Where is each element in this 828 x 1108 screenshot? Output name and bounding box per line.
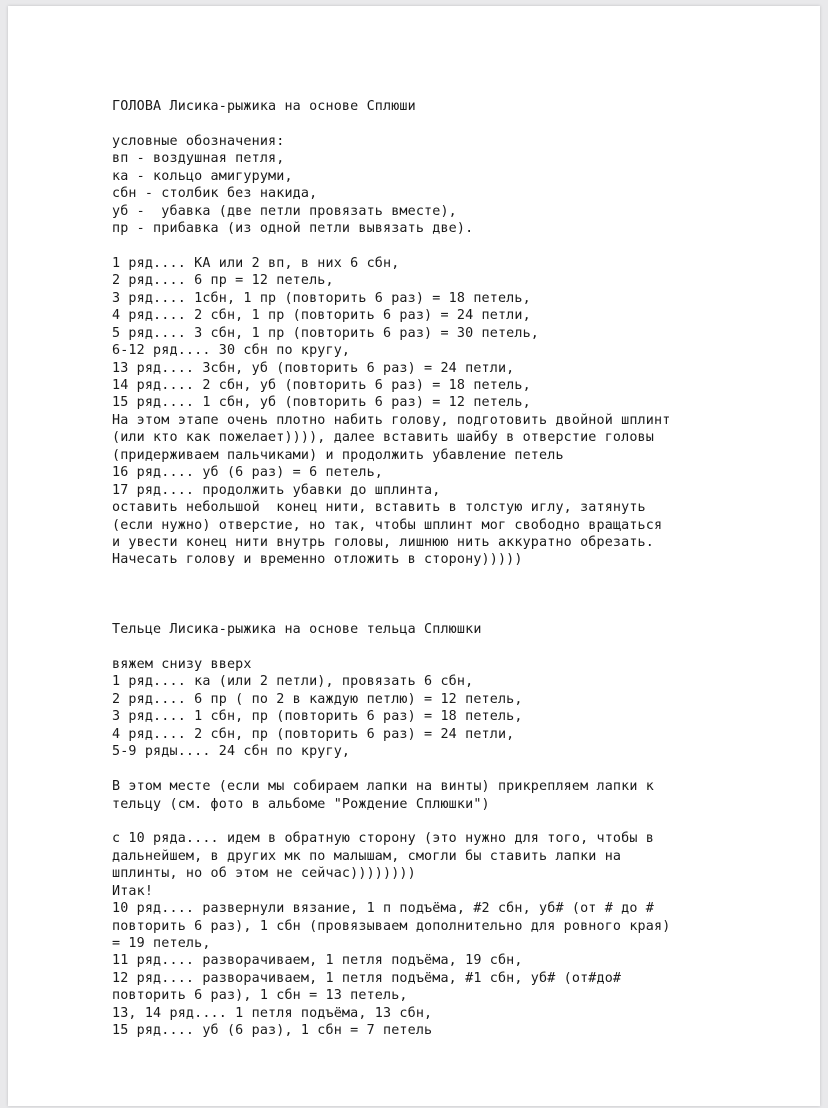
body-row: 2 ряд.... 6 пр ( по 2 в каждую петлю) = 12 петель, xyxy=(112,691,523,707)
head-row: 15 ряд.... 1 сбн, уб (повторить 6 раз) = 12 петель, xyxy=(112,395,531,411)
pattern-text xyxy=(112,98,812,1040)
document-page xyxy=(8,6,820,1106)
legend-item: пр - прибавка (из одной петли вывязать две). xyxy=(112,221,474,237)
body-row-after: 11 ряд.... разворачиваем, 1 петля подъёма, 19 сбн, xyxy=(112,953,523,969)
head-row: (если нужно) отверстие, но так, чтобы шплинт мог свободно вращаться xyxy=(112,517,663,533)
head-row: 5 ряд.... 3 сбн, 1 пр (повторить 6 раз) = 30 петель, xyxy=(112,325,540,341)
body-row-after: 15 ряд.... уб (6 раз), 1 сбн = 7 петель xyxy=(112,1023,433,1039)
paw-note-line: тельцу (см. фото в альбоме "Рождение Сплюшки") xyxy=(112,796,490,812)
head-row: и увести конец нити внутрь головы, лишнюю нить аккуратно обрезать. xyxy=(112,534,654,550)
spacer xyxy=(112,813,812,830)
head-row: 1 ряд.... КА или 2 вп, в них 6 сбн, xyxy=(112,255,400,271)
body-row: 1 ряд.... ка (или 2 петли), провязать 6 сбн, xyxy=(112,674,474,690)
spacer xyxy=(112,639,812,656)
legend-title: условные обозначения: xyxy=(112,133,285,149)
body-row-after: 12 ряд.... разворачиваем, 1 петля подъёма, #1 сбн, уб# (от#до# xyxy=(112,970,622,986)
legend-item: сбн - столбик без накида, xyxy=(112,186,318,202)
body-row-after: = 19 петель, xyxy=(112,936,211,952)
body-row-after: повторить 6 раз), 1 сбн (провязываем дополнительно для ровного края) xyxy=(112,918,671,934)
body-title: Тельце Лисика-рыжика на основе тельца Сплюшки xyxy=(112,622,482,638)
body-intro: вяжем снизу вверх xyxy=(112,657,252,673)
head-row: 14 ряд.... 2 сбн, уб (повторить 6 раз) = 18 петель, xyxy=(112,378,531,393)
spacer xyxy=(112,115,812,132)
legend-item: вп - воздушная петля, xyxy=(112,151,285,167)
head-row: 2 ряд.... 6 пр = 12 петель, xyxy=(112,273,334,289)
head-row: На этом этапе очень плотно набить голову, подготовить двойной шплинт xyxy=(112,412,671,428)
body-row-after: повторить 6 раз), 1 сбн = 13 петель, xyxy=(112,988,408,1004)
body-row-after: 13, 14 ряд.... 1 петля подъёма, 13 сбн, xyxy=(112,1005,433,1021)
reverse-note-line: Итак! xyxy=(112,883,154,899)
section-gap xyxy=(112,569,812,621)
reverse-note-line: дальнейшем, в других мк по малышам, смогли бы ставить лапки на xyxy=(112,848,622,864)
reverse-note-line: с 10 ряда.... идем в обратную сторону (это нужно для того, чтобы в xyxy=(112,831,654,847)
head-title: ГОЛОВА Лисика-рыжика на основе Сплюши xyxy=(112,99,416,114)
spacer xyxy=(112,761,812,778)
body-row: 5-9 ряды.... 24 сбн по кругу, xyxy=(112,744,351,760)
body-row: 3 ряд.... 1 сбн, пр (повторить 6 раз) = 18 петель, xyxy=(112,709,523,725)
legend-item: уб - убавка (две петли провязать вместе), xyxy=(112,203,457,219)
reverse-note-line: шплинты, но об этом не сейчас)))))))) xyxy=(112,866,416,882)
head-row: 3 ряд.... 1сбн, 1 пр (повторить 6 раз) = 18 петель, xyxy=(112,290,531,306)
head-row: (или кто как пожелает)))), далее вставить шайбу в отверстие головы xyxy=(112,430,654,446)
paw-note-line: В этом месте (если мы собираем лапки на винты) прикрепляем лапки к xyxy=(112,779,654,795)
spacer xyxy=(112,238,812,255)
head-row: 13 ряд.... 3сбн, уб (повторить 6 раз) = 24 петли, xyxy=(112,360,515,376)
head-row: 17 ряд.... продолжить убавки до шплинта, xyxy=(112,482,441,498)
head-row: оставить небольшой конец нити, вставить в толстую иглу, затянуть xyxy=(112,500,646,516)
head-row: Начесать голову и временно отложить в сторону))))) xyxy=(112,552,523,568)
legend-item: ка - кольцо амигуруми, xyxy=(112,168,293,184)
head-row: (придерживаем пальчиками) и продолжить убавление петель xyxy=(112,447,564,463)
body-row: 4 ряд.... 2 сбн, пр (повторить 6 раз) = 24 петли, xyxy=(112,726,515,742)
head-row: 6-12 ряд.... 30 сбн по кругу, xyxy=(112,343,351,359)
body-row-after: 10 ряд.... развернули вязание, 1 п подъёма, #2 сбн, уб# (от # до # xyxy=(112,901,654,917)
head-row: 4 ряд.... 2 сбн, 1 пр (повторить 6 раз) = 24 петли, xyxy=(112,308,531,324)
head-row: 16 ряд.... уб (6 раз) = 6 петель, xyxy=(112,465,383,481)
